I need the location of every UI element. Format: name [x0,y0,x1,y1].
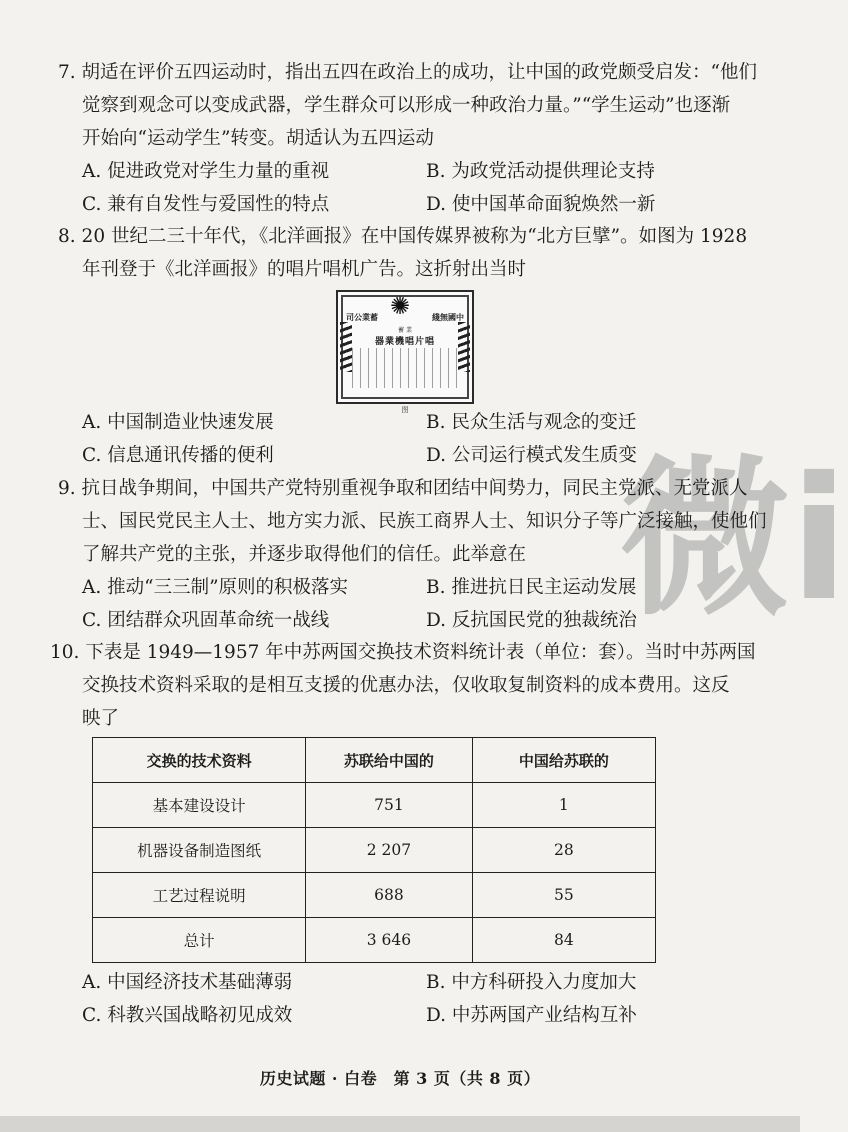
question-number: 7. [58,62,76,83]
sun-emblem-icon: ✺ [390,292,411,320]
question-10 [50,636,770,735]
ad-heading-left: 司公業蓄 [346,312,378,322]
watermark: 微i [620,441,848,639]
tech-exchange-table [92,737,656,963]
table-cell: 28 [472,828,655,873]
table-cell: 3 646 [306,918,472,963]
column-header: 交换的技术资料 [93,738,306,783]
option-c[interactable]: C. 科教兴国战略初见成效 [82,1005,293,1026]
question-7-options [82,155,770,221]
option-d[interactable]: D. 中苏两国产业结构互补 [426,1005,637,1026]
question-number: 9. [58,478,76,499]
question-7-line-2: 觉察到观念可以变成武器，学生群众可以形成一种政治力量。”“学生运动”也逐渐 [82,95,731,116]
option-c[interactable]: C. 兼有自发性与爱国性的特点 [82,194,330,215]
scan-edge [0,1116,800,1132]
option-a[interactable]: A. 中国制造业快速发展 [82,412,274,433]
ad-caption: 图 [401,406,409,414]
question-10-line-2: 交换技术资料采取的是相互支援的优惠办法，仅收取复制资料的成本费用。这反 [82,675,730,696]
option-c[interactable]: C. 信息通讯传播的便利 [82,445,274,466]
table-cell: 机器设备制造图纸 [93,828,306,873]
question-10-line-3: 映了 [82,708,120,729]
page-footer: 历史试题 · 白卷 第 3 页（共 8 页） [259,1069,541,1088]
option-b[interactable]: B. 推进抗日民主运动发展 [426,577,637,598]
option-b[interactable]: B. 民众生活与观念的变迁 [426,412,637,433]
question-number: 8. [58,226,76,247]
option-c[interactable]: C. 团结群众巩固革命统一战线 [82,610,330,631]
table-row [93,783,656,828]
table-cell: 84 [472,918,655,963]
table-header-row [93,738,656,783]
option-d[interactable]: D. 公司运行模式发生质变 [426,445,637,466]
ad-title: 器業機唱片唱 [374,337,435,347]
option-a[interactable]: A. 推动“三三制”原则的积极落实 [82,577,349,598]
gramophone-advertisement-image [336,290,474,414]
table-cell: 总计 [93,918,306,963]
question-9-line-1: 9. 抗日战争期间，中国共产党特别重视争取和团结中间势力，同民主党派、无党派人 [58,472,770,505]
table-cell: 55 [472,873,655,918]
question-7-line-3: 开始向“运动学生”转变。胡适认为五四运动 [82,128,434,149]
ad-heading-right: 綫無國中 [432,312,464,322]
question-9 [58,472,770,637]
question-9-line-2: 士、国民党民主人士、地方实力派、民族工商界人士、知识分子等广泛接触，使他们 [82,511,767,532]
table-cell: 2 207 [306,828,472,873]
option-b[interactable]: B. 中方科研投入力度加大 [426,972,637,993]
table-row [93,918,656,963]
ad-body-text-columns [352,348,458,388]
question-8 [58,220,770,286]
table-row [93,873,656,918]
ad-subheading: 蓄 業 [398,327,412,334]
column-header: 苏联给中国的 [306,738,472,783]
table-cell: 1 [472,783,655,828]
question-9-options [82,571,770,637]
option-a[interactable]: A. 促进政党对学生力量的重视 [82,161,330,182]
question-10-options [82,966,770,1032]
table-cell: 工艺过程说明 [93,873,306,918]
question-8-line-2: 年刊登于《北洋画报》的唱片唱机广告。这折射出当时 [82,259,527,280]
option-b[interactable]: B. 为政党活动提供理论支持 [426,161,655,182]
option-a[interactable]: A. 中国经济技术基础薄弱 [82,972,293,993]
question-9-line-3: 了解共产党的主张，并逐步取得他们的信任。此举意在 [82,544,527,565]
option-d[interactable]: D. 使中国革命面貌焕然一新 [426,194,656,215]
table-cell: 751 [306,783,472,828]
question-8-line-1: 8. 20 世纪二三十年代，《北洋画报》在中国传媒界被称为“北方巨擘”。如图为 1928 [58,220,770,253]
question-7-line-1: 7. 胡适在评价五四运动时，指出五四在政治上的成功，让中国的政党颇受启发：“他们 [58,56,770,89]
table-cell: 688 [306,873,472,918]
question-7 [58,56,770,221]
table-row [93,828,656,873]
question-10-line-1: 10. 下表是 1949—1957 年中苏两国交换技术资料统计表（单位：套）。当时中苏两国 [50,636,770,669]
column-header: 中国给苏联的 [472,738,655,783]
question-8-options-wrap [58,406,770,472]
question-8-options [82,406,770,472]
question-10-options-wrap [58,966,770,1032]
question-number: 10. [50,642,80,663]
option-d[interactable]: D. 反抗国民党的独裁统治 [426,610,637,631]
table-cell: 基本建设设计 [93,783,306,828]
